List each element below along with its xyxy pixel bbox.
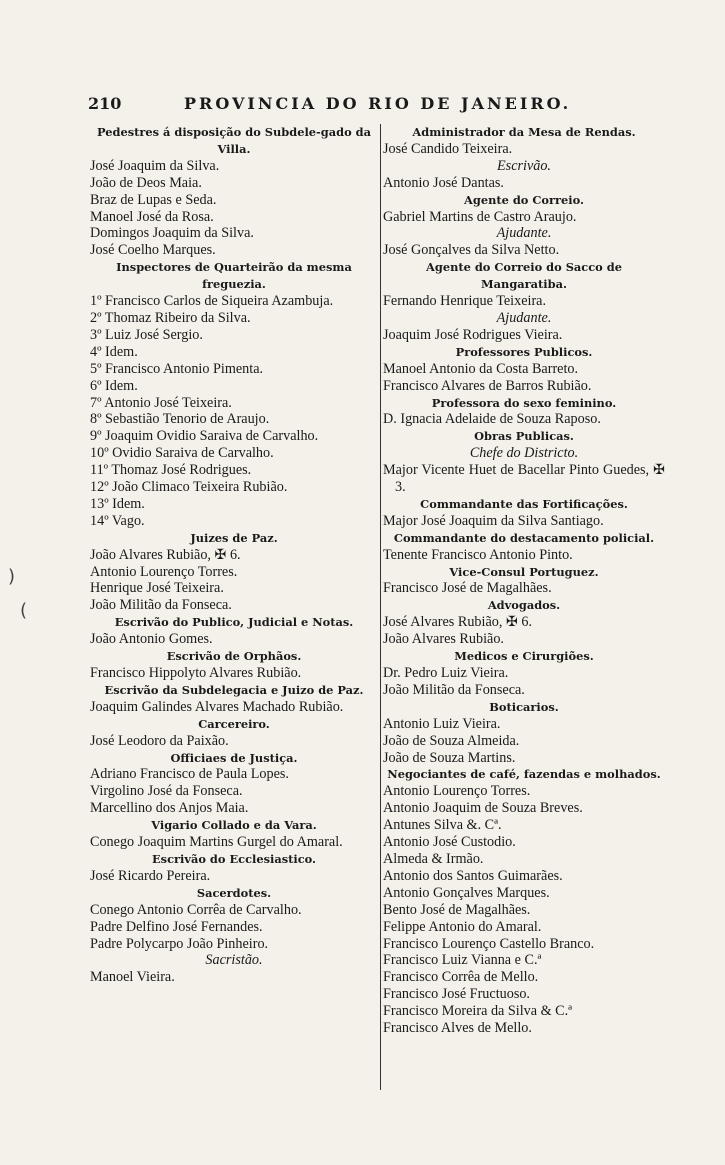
- directory-entry: Padre Polycarpo João Pinheiro.: [90, 935, 269, 952]
- section-heading: Inspectores de Quarteirão da mesma freguezia.: [116, 260, 352, 292]
- directory-entry: Conego Joaquim Martins Gurgel do Amaral.: [90, 834, 343, 851]
- page-number: 210: [88, 94, 122, 113]
- directory-entry: 13º Idem.: [90, 495, 145, 512]
- left-column: [90, 124, 378, 986]
- section-heading: Juizes de Paz.: [190, 530, 278, 545]
- directory-entry: Francisco Luiz Vianna e C.ª: [383, 952, 542, 969]
- directory-entry: Antonio Joaquim de Souza Breves.: [383, 800, 583, 817]
- directory-entry: 14º Vago.: [90, 512, 145, 529]
- section-heading: Carcereiro.: [198, 716, 270, 731]
- directory-entry: Antonio Lourenço Torres.: [383, 783, 531, 800]
- section-heading: Professores Publicos.: [455, 344, 593, 359]
- directory-entry: João de Deos Maia.: [90, 174, 202, 191]
- section-heading: Boticarios.: [489, 699, 559, 714]
- directory-entry: Gabriel Martins de Castro Araujo.: [383, 208, 577, 225]
- directory-entry: Francisco Moreira da Silva & C.ª: [383, 1003, 573, 1020]
- section-heading: Agente do Correio.: [464, 192, 584, 207]
- margin-mark-icon: ): [8, 566, 16, 587]
- directory-entry: José Ricardo Pereira.: [90, 867, 211, 884]
- directory-entry: Francisco Corrêa de Mello.: [383, 969, 539, 986]
- section-heading: Negociantes de café, fazendas e molhados.: [387, 767, 661, 782]
- section-heading: Agente do Correio do Sacco de Mangaratiba.: [426, 260, 622, 292]
- directory-entry: José Joaquim da Silva.: [90, 157, 220, 174]
- right-column: [383, 124, 665, 1037]
- directory-entry: Joaquim Galindes Alvares Machado Rubião.: [90, 698, 344, 715]
- directory-entry: 11º Thomaz José Rodrigues.: [90, 462, 252, 479]
- section-heading: Commandante das Fortificações.: [420, 496, 628, 511]
- directory-entry: Henrique José Teixeira.: [90, 580, 224, 597]
- directory-entry: Antonio Gonçalves Marques.: [383, 884, 550, 901]
- directory-entry: 2º Thomaz Ribeiro da Silva.: [90, 309, 251, 326]
- directory-entry: Major Vicente Huet de Bacellar Pinto Guedes, ✠ 3.: [383, 462, 665, 496]
- directory-entry: Adriano Francisco de Paula Lopes.: [90, 766, 289, 783]
- directory-entry: João de Souza Martins.: [383, 749, 516, 766]
- section-heading: Professora do sexo feminino.: [431, 395, 617, 410]
- directory-entry: Padre Delfino José Fernandes.: [90, 918, 263, 935]
- section-heading: Escrivão da Subdelegacia e Juizo de Paz.: [104, 682, 364, 697]
- directory-entry: Tenente Francisco Antonio Pinto.: [383, 546, 573, 563]
- directory-entry: Manoel Vieira.: [90, 969, 175, 986]
- margin-mark-icon: (: [20, 600, 28, 621]
- directory-entry: Francisco Alves de Mello.: [383, 1020, 532, 1037]
- directory-entry: 4º Idem.: [90, 343, 138, 360]
- directory-entry: João Antonio Gomes.: [90, 631, 213, 648]
- column-divider: [380, 124, 381, 1090]
- directory-entry: Bento José de Magalhães.: [383, 901, 531, 918]
- sub-heading: Ajudante.: [496, 225, 552, 242]
- directory-entry: Francisco Alvares de Barros Rubião.: [383, 377, 592, 394]
- directory-entry: Braz de Lupas e Seda.: [90, 191, 217, 208]
- section-heading: Officiaes de Justiça.: [170, 750, 298, 765]
- directory-entry: José Candido Teixeira.: [383, 140, 513, 157]
- directory-entry: Antonio dos Santos Guimarães.: [383, 867, 563, 884]
- section-heading: Pedestres á disposição do Subdele-gado da Villa.: [97, 125, 371, 156]
- directory-entry: Fernando Henrique Teixeira.: [383, 293, 547, 310]
- directory-entry: Joaquim José Rodrigues Vieira.: [383, 326, 563, 343]
- directory-entry: 7º Antonio José Teixeira.: [90, 394, 232, 411]
- directory-entry: Manoel José da Rosa.: [90, 208, 214, 225]
- directory-entry: José Leodoro da Paixão.: [90, 732, 229, 749]
- section-heading: Vigario Collado e da Vara.: [151, 818, 317, 833]
- section-heading: Administrador da Mesa de Rendas.: [412, 125, 636, 139]
- directory-entry: José Coelho Marques.: [90, 242, 216, 259]
- directory-entry: 12º João Climaco Teixeira Rubião.: [90, 479, 288, 496]
- directory-entry: 10º Ovidio Saraiva de Carvalho.: [90, 445, 274, 462]
- sub-heading: Sacristão.: [205, 952, 263, 969]
- directory-entry: Francisco José de Magalhães.: [383, 580, 552, 597]
- directory-entry: Felippe Antonio do Amaral.: [383, 918, 542, 935]
- directory-entry: José Alvares Rubião, ✠ 6.: [383, 614, 533, 631]
- directory-entry: Marcellino dos Anjos Maia.: [90, 800, 249, 817]
- directory-entry: Domingos Joaquim da Silva.: [90, 225, 254, 242]
- directory-entry: João Militão da Fonseca.: [383, 681, 525, 698]
- directory-entry: 8º Sebastião Tenorio de Araujo.: [90, 411, 270, 428]
- directory-entry: Antonio José Dantas.: [383, 174, 504, 191]
- section-heading: Escrivão do Publico, Judicial e Notas.: [114, 615, 354, 630]
- section-heading: Sacerdotes.: [196, 885, 272, 900]
- page-header: [88, 94, 688, 118]
- section-heading: Obras Publicas.: [474, 429, 574, 444]
- sub-heading: Chefe do Districto.: [469, 445, 579, 462]
- directory-entry: 5º Francisco Antonio Pimenta.: [90, 360, 264, 377]
- directory-entry: Francisco José Fructuoso.: [383, 986, 530, 1003]
- directory-entry: Antonio Lourenço Torres.: [90, 563, 238, 580]
- sub-heading: Ajudante.: [496, 309, 552, 326]
- directory-entry: 9º Joaquim Ovidio Saraiva de Carvalho.: [90, 428, 319, 445]
- directory-entry: João Militão da Fonseca.: [90, 597, 232, 614]
- directory-entry: Antunes Silva &. Cª.: [383, 817, 502, 834]
- directory-entry: Dr. Pedro Luiz Vieira.: [383, 665, 509, 681]
- directory-entry: D. Ignacia Adelaide de Souza Raposo.: [383, 411, 601, 428]
- section-heading: Commandante do destacamento policial.: [393, 530, 655, 545]
- directory-entry: João de Souza Almeida.: [383, 732, 520, 749]
- directory-entry: João Alvares Rubião.: [383, 631, 504, 648]
- directory-entry: Francisco Hippolyto Alvares Rubião.: [90, 665, 302, 681]
- section-heading: Escrivão do Ecclesiastico.: [152, 851, 316, 866]
- directory-entry: Antonio José Custodio.: [383, 834, 516, 851]
- directory-entry: Antonio Luiz Vieira.: [383, 715, 501, 732]
- directory-entry: 1º Francisco Carlos de Siqueira Azambuja.: [90, 293, 334, 310]
- sub-heading: Escrivão.: [497, 157, 551, 174]
- directory-entry: José Gonçalves da Silva Netto.: [383, 242, 560, 259]
- section-heading: Escrivão de Orphãos.: [166, 649, 302, 664]
- directory-entry: 3º Luiz José Sergio.: [90, 326, 203, 343]
- directory-entry: Manoel Antonio da Costa Barreto.: [383, 360, 579, 377]
- directory-entry: Francisco Lourenço Castello Branco.: [383, 935, 595, 952]
- section-heading: Vice-Consul Portuguez.: [449, 564, 599, 579]
- directory-entry: Major José Joaquim da Silva Santiago.: [383, 512, 604, 529]
- running-title: PROVINCIA DO RIO DE JANEIRO.: [184, 94, 572, 113]
- directory-entry: Almeda & Irmão.: [383, 850, 484, 867]
- directory-entry: 6º Idem.: [90, 377, 138, 394]
- section-heading: Medicos e Cirurgiões.: [454, 649, 594, 664]
- section-heading: Advogados.: [487, 598, 561, 613]
- directory-entry: Conego Antonio Corrêa de Carvalho.: [90, 901, 302, 918]
- directory-entry: João Alvares Rubião, ✠ 6.: [90, 546, 241, 563]
- directory-entry: Virgolino José da Fonseca.: [90, 783, 243, 800]
